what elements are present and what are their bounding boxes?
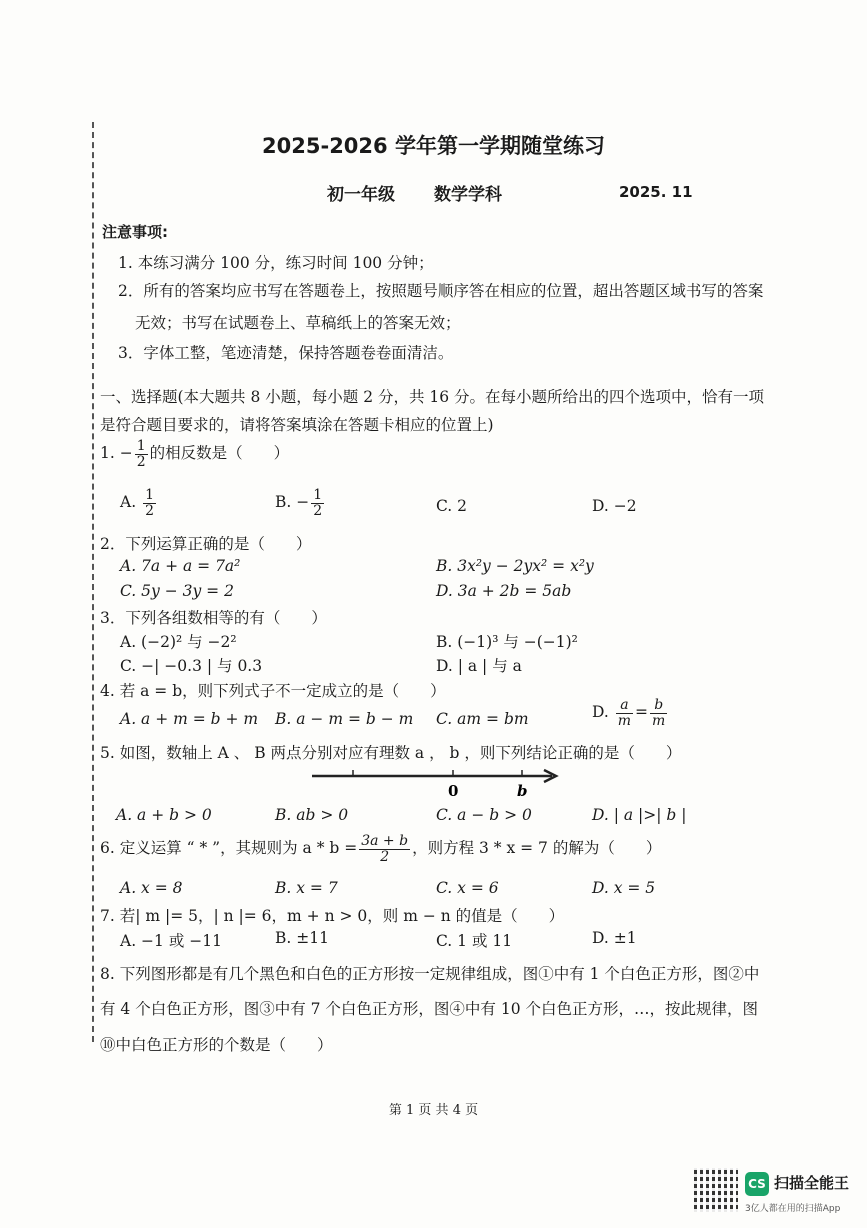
notice-item-2: 2．所有的答案均应书写在答题卷上，按照题号顺序答在相应的位置，超出答题区域书写的答案 [118,282,764,300]
question-2-option-b[interactable]: B. 3x²y − 2yx² = x²y [436,557,594,575]
section-heading-line2: 是符合题目要求的，请将答案填涂在答题卡相应的位置上) [100,416,494,434]
notice-item-2-cont: 无效；书写在试题卷上、草稿纸上的答案无效； [135,314,461,332]
camscanner-logo: CS [745,1172,769,1196]
question-4-option-d[interactable]: D. $\frac{a}{m}$ = $\frac{b}{m}$ [592,697,666,729]
question-8-line2: 有 4 个白色正方形，图③中有 7 个白色正方形，图④中有 10 个白色正方形，…，按此规律，图 [100,1000,759,1018]
question-4-option-c[interactable]: C. am = bm [436,710,529,728]
question-6-option-d[interactable]: D. x = 5 [592,879,656,897]
number-line-figure [300,762,570,802]
question-5-option-b[interactable]: B. ab > 0 [275,806,349,824]
page-number: 第 1 页 共 4 页 [388,1103,479,1118]
notice-heading: 注意事项: [102,223,168,241]
question-3-stem: 3．下列各组数相等的有（ ） [100,609,327,627]
camscanner-tagline: 3亿人都在用的扫描App [745,1204,841,1214]
page-title: 2025-2026 学年第一学期随堂练习 [262,134,605,158]
question-6-option-b[interactable]: B. x = 7 [275,879,338,897]
question-4-option-a[interactable]: A. a + m = b + m [120,710,259,728]
question-5-option-a[interactable]: A. a + b > 0 [116,806,212,824]
notice-item-1: 1. 本练习满分 100 分，练习时间 100 分钟； [118,254,434,272]
fraction: $\frac{1}{2}$ [136,438,146,470]
question-1-option-b[interactable]: B. − $\frac{1}{2}$ [275,487,323,519]
question-8-line1: 8. 下列图形都是有几个黑色和白色的正方形按一定规律组成，图①中有 1 个白色正方形，图②中 [100,965,760,983]
tick-label-zero: 0 [448,782,459,800]
question-7-option-c[interactable]: C. 1 或 11 [436,932,513,950]
binding-margin-dashed-line [92,122,94,1042]
question-3-option-b[interactable]: B. (−1)³ 与 −(−1)² [436,633,578,651]
notice-item-3: 3．字体工整，笔迹清楚，保持答题卷卷面清洁。 [118,344,454,362]
question-3-option-c[interactable]: C. −| −0.3 | 与 0.3 [120,657,263,675]
tick-label-b: b [517,782,528,800]
question-3-option-d[interactable]: D. | a | 与 a [436,657,522,675]
question-1-option-a[interactable]: A. $\frac{1}{2}$ [120,487,154,519]
exam-date: 2025. 11 [619,183,693,201]
question-6-option-a[interactable]: A. x = 8 [120,879,183,897]
question-5-option-d[interactable]: D. | a |>| b | [592,806,687,824]
question-6-stem: 6. 定义运算 “ * ”，其规则为 a * b = $\frac{3a + b}{2}$ ，则方程 3 * x = 7 的解为（ ） [100,833,662,865]
section-heading-line1: 一、选择题(本大题共 8 小题，每小题 2 分，共 16 分。在每小题所给出的四个选项中，恰有一项 [100,388,765,406]
question-2-option-c[interactable]: C. 5y − 3y = 2 [120,582,234,600]
grade-label: 初一年级 [327,185,395,205]
question-7-option-b[interactable]: B. ±11 [275,929,329,947]
question-3-option-a[interactable]: A. (−2)² 与 −2² [120,633,237,651]
subject-label: 数学学科 [434,185,502,205]
question-2-stem: 2．下列运算正确的是（ ） [100,535,312,553]
question-1-option-c[interactable]: C. 2 [436,497,468,515]
question-5-stem: 5. 如图，数轴上 A 、 B 两点分别对应有理数 a ， b ，则下列结论正确的是（ ） [100,744,682,762]
question-2-option-d[interactable]: D. 3a + 2b = 5ab [436,582,572,600]
question-8-line3: ⑩中白色正方形的个数是（ ） [100,1036,333,1054]
question-7-option-d[interactable]: D. ±1 [592,929,637,947]
camscanner-name: 扫描全能王 [774,1174,850,1192]
question-1-option-d[interactable]: D. −2 [592,497,637,515]
question-4-option-b[interactable]: B. a − m = b − m [275,710,414,728]
question-7-stem: 7. 若| m |= 5，| n |= 6，m + n > 0，则 m − n 的值是（ ） [100,907,565,925]
question-2-option-a[interactable]: A. 7a + a = 7a² [120,557,241,575]
question-4-stem: 4. 若 a = b，则下列式子不一定成立的是（ ） [100,682,446,700]
question-5-option-c[interactable]: C. a − b > 0 [436,806,532,824]
question-1-stem: 1. − $\frac{1}{2}$ 的相反数是（ ） [100,438,290,470]
question-6-option-c[interactable]: C. x = 6 [436,879,499,897]
question-7-option-a[interactable]: A. −1 或 −11 [120,932,222,950]
qr-code [694,1168,738,1212]
